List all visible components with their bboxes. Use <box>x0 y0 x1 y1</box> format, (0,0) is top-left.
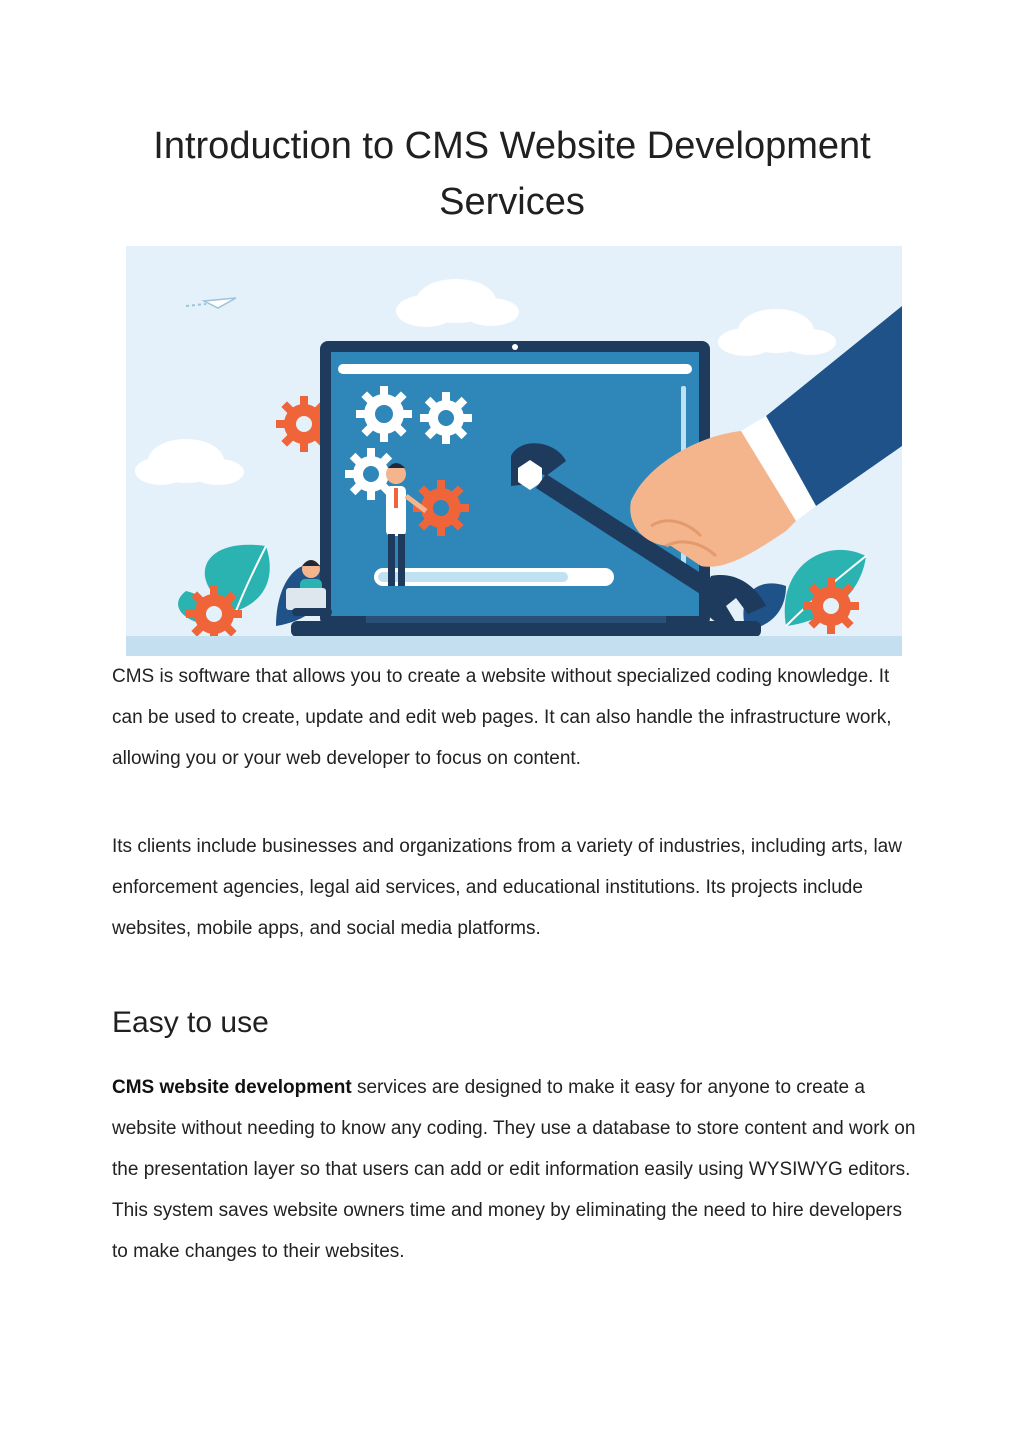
clients-paragraph: Its clients include businesses and organizations from a variety of industries, including arts, law enforcement agencies, legal aid services, and educational institutions. Its projects include websites, mobile apps, and social media platforms. <box>112 836 902 939</box>
gear-icon <box>186 586 242 642</box>
cloud-icon <box>396 279 519 327</box>
bold-lead: CMS website development <box>112 1077 352 1098</box>
gear-icon <box>420 392 472 444</box>
gear-icon <box>356 386 412 442</box>
intro-paragraph: CMS is software that allows you to create a website without specialized coding knowledge. It can be used to create, update and edit web pages. It can also handle the infrastructure work, allowing you or your web developer to focus on content. <box>112 666 892 769</box>
cloud-icon <box>135 439 244 485</box>
page-title: Introduction to CMS Website Development Services <box>153 125 871 223</box>
paper-plane-icon <box>186 298 236 308</box>
gear-icon <box>803 578 859 634</box>
cloud-icon <box>718 309 836 356</box>
section-body: services are designed to make it easy for anyone to create a website without needing to know any coding. They use a database to store content and work on the presentation layer so that users can add or edit information easily using WYSIWYG editors. This system saves website owners time and money by eliminating the need to hire developers to make changes to their websites. <box>112 1077 916 1262</box>
section-heading: Easy to use <box>112 1006 269 1039</box>
hero-illustration <box>126 246 902 656</box>
section-paragraph <box>112 1067 922 1272</box>
